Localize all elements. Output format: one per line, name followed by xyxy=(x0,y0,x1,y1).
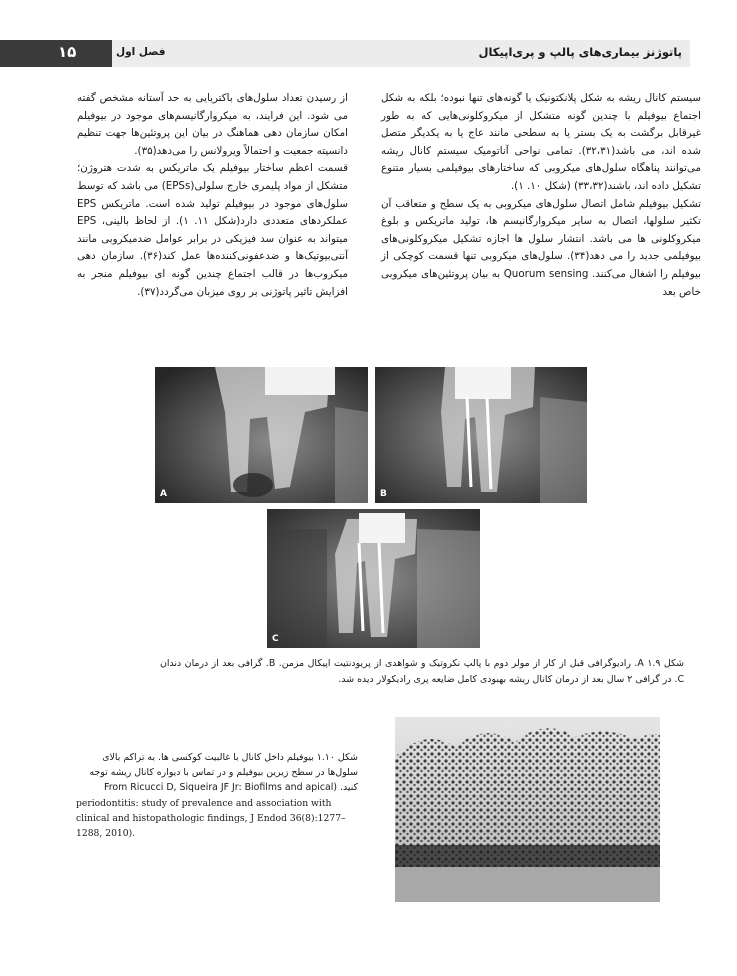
running-header xyxy=(0,40,690,67)
radiograph-c-image xyxy=(267,509,480,648)
radiograph-a xyxy=(155,367,368,503)
caption-text: شکل ۱.۹ A. رادیوگرافی قبل از کار از مولر دوم با پالپ نکروتیک و شواهدی از پریودنتیت اپیکال مزمن. B. گرافی بعد از درمان دندان C. در گرافی ۲ سال بعد از درمان کانال ریشه بهبودی کامل ضایعه پری رادیکولار دیده شد. xyxy=(160,658,684,685)
radiograph-a-image xyxy=(155,367,368,503)
biofilm-micrograph-image xyxy=(395,717,660,902)
right-text-column xyxy=(381,90,701,301)
page-number: ۱۵ xyxy=(58,43,77,61)
caption-text-en: periodontitis: study of prevalence and association with clinical and histopathologic findings, J Endod 36(8):1277–1288, 2010). xyxy=(76,797,346,840)
panel-label-b: B xyxy=(380,489,387,499)
left-text-column xyxy=(77,90,348,301)
figure-1-9-caption xyxy=(160,656,684,687)
paragraph: تشکیل بیوفیلم شامل اتصال سلول‌های میکروبی به یک سطح و متعاقب آن تکثیر سلولها، اتصال به سایر میکروارگانیسم ها، تولید ماتریکس و بلوغ میکروکلونی ها می باشد. انتشار سلول ها اجازه تشکیل میکروکلونی‌های بیوفیلمی جدید را می دهد(۳۴). سلول‌های میکروبی تنها قسمت کوچکی از بیوفیلم را اشغال می‌کنند. Quorum sensing به بیان پروتئین‌های میکروبی خاص بعد xyxy=(381,197,701,298)
paragraph: از رسیدن تعداد سلول‌های باکتریایی به حد آستانه مشخص گفته می شود. این فرایند، به میکروارگانیسم‌های موجود در بیوفیلم امکان سازمان دهی هماهنگ در بیان این پروتئین‌ها جهت تنظیم دانسیته جمعیت و احتمالاً ویرولانس را می‌دهد(۳۵). xyxy=(77,92,348,157)
panel-label-c: C xyxy=(272,634,279,644)
radiograph-b xyxy=(375,367,587,503)
panel-label-a: A xyxy=(160,489,167,499)
biofilm-micrograph xyxy=(395,717,660,902)
page-number-box xyxy=(0,40,112,67)
paragraph: قسمت اعظم ساختار بیوفیلم یک ماتریکس به شدت هتروژن؛ متشکل از مواد پلیمری خارج سلولی(EPSs) می باشد که توسط سلول‌های موجود در بیوفیلم تولید شده است. ماتریکس EPS عملکردهای متعددی دارد(شکل ۱۱. ۱). از لحاظ بالینی، EPS میتواند به عنوان سد فیزیکی در برابر عوامل ضدمیکروبی مانند آنتی‌بیوتیک‌ها و ضدعفونی‌کننده‌ها عمل کند(۳۶). سازمان دهی میکروب‌ها در قالب اجتماع چندین گونه ای بیوفیلم منجر به افزایش تاثیر پاتوژنی بر روی میزبان می‌گردد(۳۷). xyxy=(77,162,349,298)
figure-1-10-caption xyxy=(76,750,358,841)
paragraph: سیستم کانال ریشه به شکل پلانکتونیک یا گونه‌های تنها نبوده؛ بلکه به شکل اجتماع بیوفیلم با چندین گونه متشکل از میکروکلونی‌هایی که به طور غیرقابل برگشت به یک بستر یا به سطحی مانند عاج یا به یکدیگر متصل شده اند، می باشد(۳۲،۳۱). تمامی نواحی آناتومیک سیستم کانال ریشه می‌توانند پناهگاه سلول‌های میکروبی که ساختارهای بیوفیلمی بسیار متنوع تشکیل داده اند، باشند(۳۳،۳۲) (شکل ۱۰. ۱). xyxy=(381,92,701,192)
radiograph-c xyxy=(267,509,480,648)
running-title: پاتوژنز بیماری‌های پالپ و پری‌اپیکال xyxy=(478,45,682,59)
caption-text-fa: شکل ۱.۱۰ بیوفیلم داخل کانال با غالبیت کوکسی ها. به تراکم بالای سلول‌ها در سطح زیرین بیوفیلم و در تماس با دیواره کانال ریشه توجه کنید. (From Ricucci D, Siqueira JF Jr: Biofilms and apical xyxy=(89,752,358,794)
chapter-label: فصل اول xyxy=(116,46,166,58)
radiograph-b-image xyxy=(375,367,587,503)
